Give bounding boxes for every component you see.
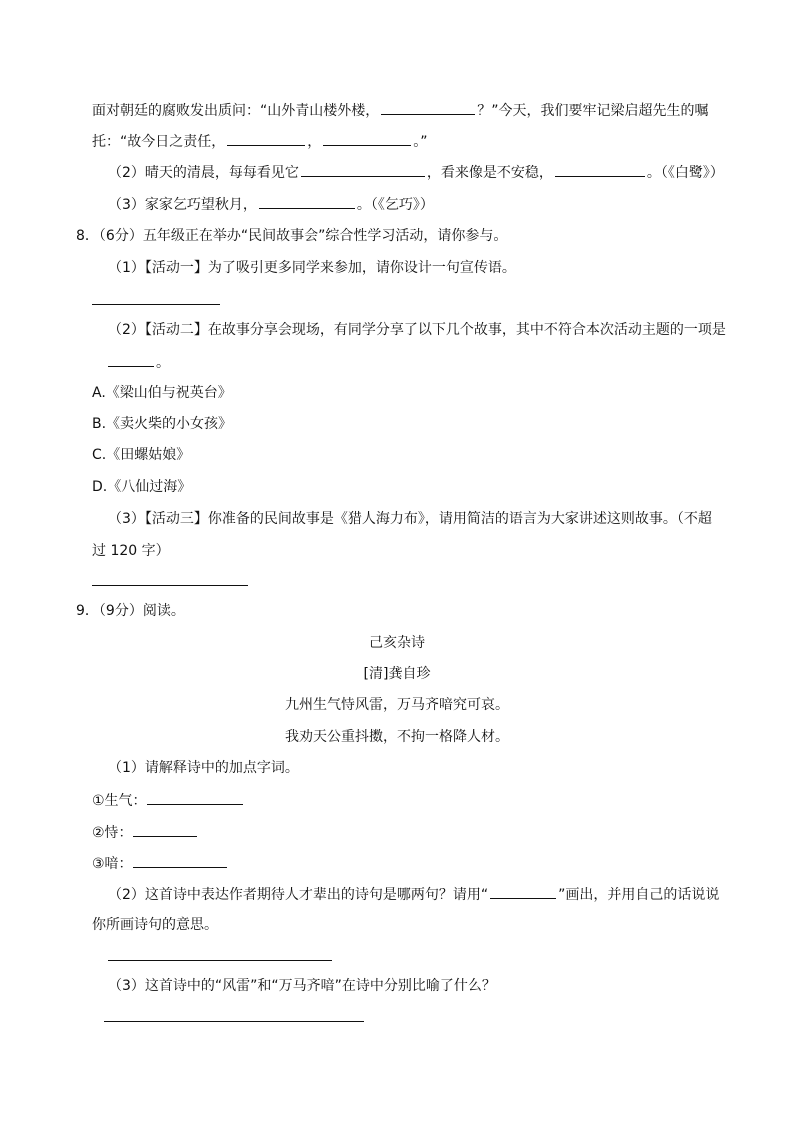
q8-sub2-end: 。 [156,355,170,371]
q7-line2-text-b: ， [307,134,322,150]
answer-line[interactable] [108,960,332,961]
item-label: ②恃： [92,825,133,841]
poem-author: [清]龚自珍 [363,666,431,682]
poem-line-1: 九州生气恃风雷，万马齐喑究可哀。 [285,697,509,713]
q9-sub2-line1 [108,884,724,905]
answer-blank[interactable] [147,790,243,805]
q7-line1-text-a: 面对朝廷的腐败发出质问：“山外青山楼外楼， [92,103,380,119]
answer-blank[interactable] [323,131,411,146]
answer-line[interactable] [92,304,220,305]
q9-sub2-text-a: （2）这首诗中表达作者期待人才辈出的诗句是哪两句？请用“ [108,887,489,903]
answer-blank[interactable] [133,853,227,868]
q7-line-3 [108,162,724,183]
option-c[interactable]: C.《田螺姑娘》 [92,447,191,463]
answer-blank[interactable] [555,162,645,177]
option-a[interactable]: A.《梁山伯与祝英台》 [92,385,232,401]
answer-blank[interactable] [381,100,475,115]
answer-blank[interactable] [259,194,355,209]
q7-line2-text-a: 托：“故今日之责任， [92,134,226,150]
q9-sub2-line2: 你所画诗句的意思。 [92,917,218,933]
q9-item-3 [92,853,724,874]
item-label: ③喑： [92,856,133,872]
q8-sub3-line1: （3）【活动三】你准备的民间故事是《猎人海力布》，请用简洁的语言为大家讲述这则故事。（不超 [108,511,712,527]
q7-line4-text-a: （3）家家乞巧望秋月， [108,197,257,213]
q8-sub1: （1）【活动一】为了吸引更多同学来参加，请你设计一句宣传语。 [108,260,516,276]
q8-stem: 8．（6分）五年级正在举办“民间故事会”综合性学习活动，请你参与。 [76,228,508,244]
q7-line1-text-b: ？”今天，我们要牢记梁启超先生的嘱 [477,103,709,119]
q7-line3-text-b: ，看来像是不安稳， [426,165,553,181]
answer-blank[interactable] [133,822,197,837]
q9-item-2 [92,822,724,843]
q8-sub2: （2）【活动二】在故事分享会现场，有同学分享了以下几个故事，其中不符合本次活动主题的一项是 [108,322,726,338]
answer-blank[interactable] [108,352,154,367]
answer-blank[interactable] [227,131,305,146]
answer-blank[interactable] [301,162,425,177]
q7-line3-text-c: 。（《白鹭》） [646,165,724,181]
q9-stem: 9．（9分）阅读。 [76,603,185,619]
answer-line[interactable] [92,585,248,586]
q7-line2-text-c: 。” [413,134,428,150]
answer-line[interactable] [104,1021,364,1022]
q9-sub2-text-b: ”画出，并用自己的话说说 [558,887,720,903]
option-b[interactable]: B.《卖火柴的小女孩》 [92,416,233,432]
answer-blank[interactable] [490,884,556,899]
q7-line-1 [92,100,724,121]
option-d[interactable]: D.《八仙过海》 [92,479,192,495]
q7-line4-text-b: 。（《乞巧》） [356,197,434,213]
q8-sub3-line2: 过 120 字） [92,543,170,559]
q7-line-2 [92,131,724,152]
q9-item-1 [92,790,724,811]
q9-sub1: （1）请解释诗中的加点字词。 [108,760,299,776]
poem-line-2: 我劝天公重抖擞，不拘一格降人材。 [285,729,509,745]
q9-sub3: （3）这首诗中的“风雷”和“万马齐喑”在诗中分别比喻了什么？ [108,978,496,994]
q7-line3-text-a: （2）晴天的清晨，每每看见它 [108,165,299,181]
item-label: ①生气： [92,793,147,809]
q8-sub2-answer [108,352,724,373]
q7-line-4 [108,194,724,215]
poem-title: 己亥杂诗 [369,635,425,651]
